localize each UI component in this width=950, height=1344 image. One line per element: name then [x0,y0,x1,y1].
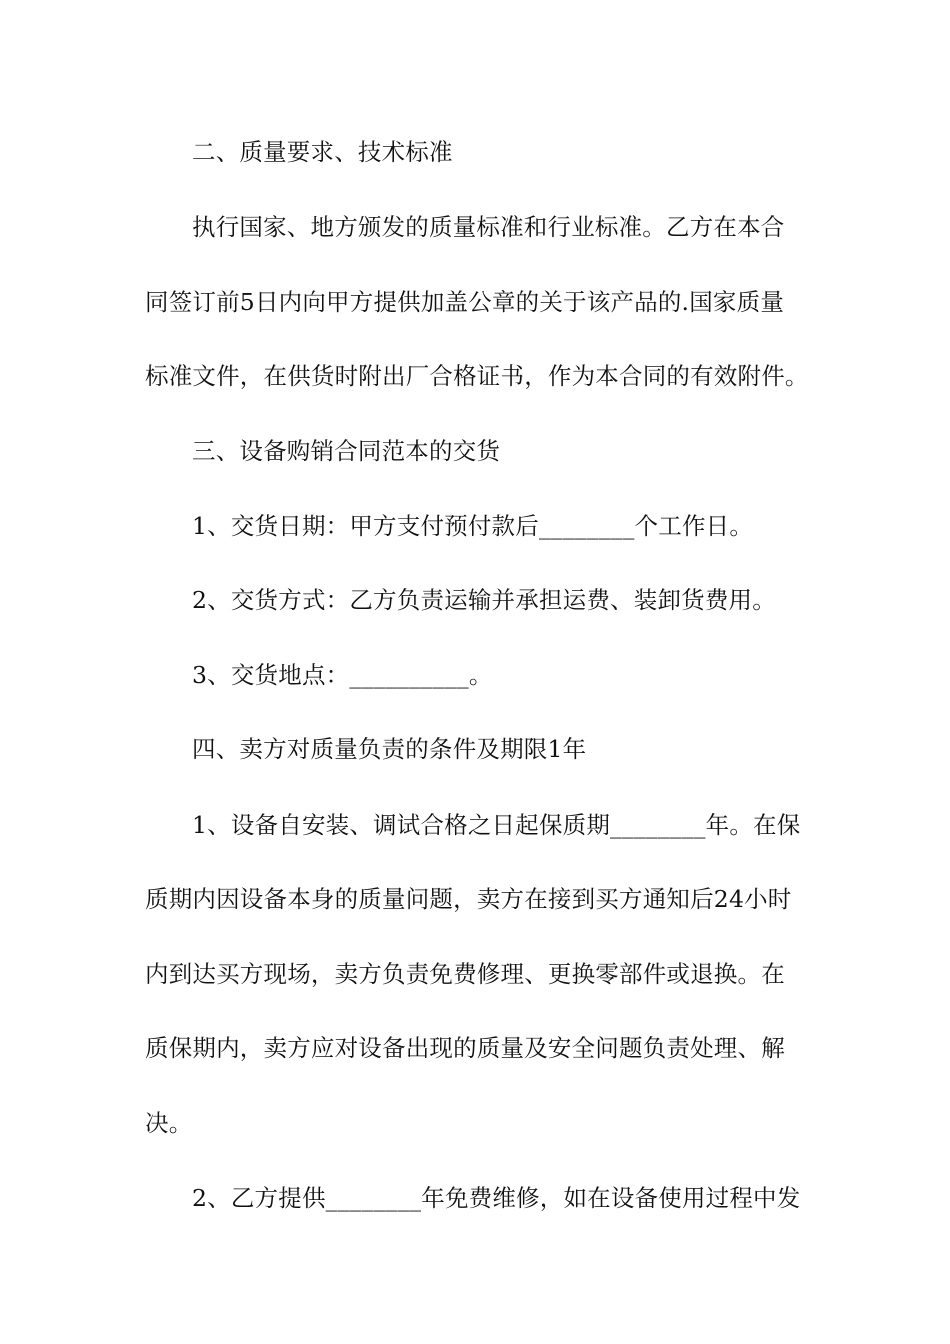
section-heading-warranty: 四、卖方对质量负责的条件及期限1年 [192,735,587,763]
paragraph-line: 3、交货地点：__________。 [192,661,493,689]
paragraph-line: 决。 [145,1109,193,1137]
paragraph-line: 1、交货日期：甲方支付预付款后________个工作日。 [192,512,754,540]
section-heading-quality: 二、质量要求、技术标准 [192,138,453,166]
paragraph-line: 标准文件，在供货时附出厂合格证书，作为本合同的有效附件。 [145,362,809,390]
paragraph-line: 执行国家、地方颁发的质量标准和行业标准。乙方在本合 [192,213,785,241]
paragraph-line: 同签订前5日内向甲方提供加盖公章的关于该产品的.国家质量 [145,288,785,316]
paragraph-line: 质期内因设备本身的质量问题，卖方在接到买方通知后24小时 [145,885,792,913]
paragraph-line: 2、交货方式：乙方负责运输并承担运费、装卸货费用。 [192,586,776,614]
paragraph-line: 1、设备自安装、调试合格之日起保质期________年。在保 [192,811,801,839]
paragraph-line: 质保期内，卖方应对设备出现的质量及安全问题负责处理、解 [145,1034,785,1062]
paragraph-line: 2、乙方提供________年免费维修，如在设备使用过程中发 [192,1184,801,1212]
section-heading-delivery: 三、设备购销合同范本的交货 [192,437,501,465]
paragraph-line: 内到达买方现场，卖方负责免费修理、更换零部件或退换。在 [145,960,785,988]
